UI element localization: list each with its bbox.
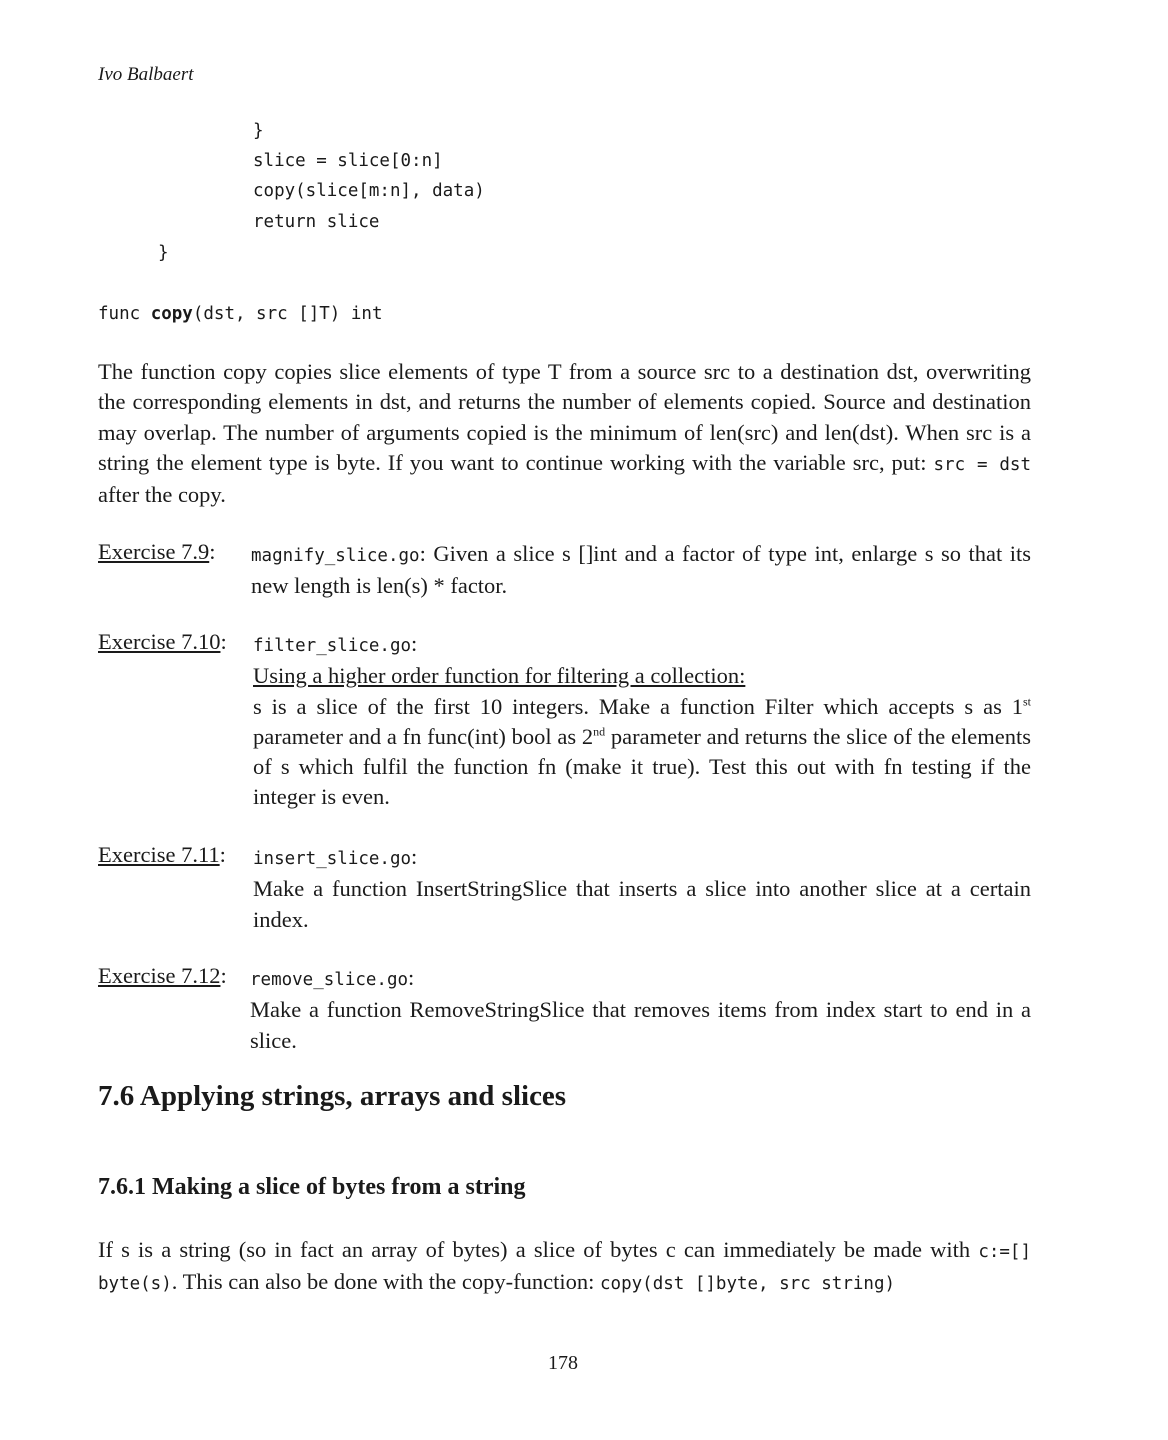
- exercise-filename: filter_slice.go: [253, 636, 412, 656]
- exercise-subtitle: Using a higher order function for filtering a collection:: [253, 663, 746, 689]
- exercise-filename: magnify_slice.go: [251, 546, 420, 566]
- page-number: 178: [548, 1352, 578, 1374]
- exercise-filename: remove_slice.go: [250, 970, 409, 990]
- inline-code: src = dst: [933, 454, 1031, 475]
- signature-params: (dst, src []T) int: [192, 304, 383, 324]
- bytes-paragraph: If s is a string (so in fact an array of bytes) a slice of bytes c can immediately be made with c:=[] byte(s). This can also be done with the copy-function: copy(dst []byte, src string): [98, 1237, 1031, 1295]
- exercise-label: Exercise 7.10:: [98, 629, 227, 654]
- signature-function-name: copy: [150, 304, 193, 324]
- exercise-label: Exercise 7.9:: [98, 539, 216, 564]
- paragraph-text: after the copy.: [98, 482, 226, 508]
- signature-keyword: func: [98, 304, 151, 324]
- exercise-body: [253, 842, 1031, 935]
- code-line: slice = slice[0:n]: [253, 151, 443, 171]
- section-heading: 7.6 Applying strings, arrays and slices: [98, 1080, 567, 1112]
- function-signature: [98, 299, 383, 329]
- exercise-body: [253, 629, 1031, 813]
- exercise-filename-line: filter_slice.go:: [253, 631, 418, 656]
- inline-code: copy(dst []byte, src string): [600, 1274, 896, 1295]
- exercise-filename-line: remove_slice.go:: [250, 965, 415, 990]
- code-line: }: [253, 121, 264, 141]
- inline-code: c:=[] byte(s): [98, 1242, 1031, 1295]
- copy-description-paragraph: [98, 357, 1031, 510]
- exercise-description: Make a function RemoveStringSlice that removes items from index start to end in a slice.: [250, 997, 1031, 1053]
- running-header-author: Ivo Balbaert: [98, 64, 194, 85]
- subsection-heading: 7.6.1 Making a slice of bytes from a string: [98, 1174, 526, 1200]
- code-line: copy(slice[m:n], data): [253, 181, 485, 201]
- code-line: return slice: [253, 212, 380, 232]
- exercise-description: Make a function InsertStringSlice that inserts a slice into another slice at a certain index.: [253, 876, 1031, 932]
- code-line: }: [158, 243, 169, 263]
- exercise-body: [250, 963, 1031, 1056]
- exercise-label: Exercise 7.11:: [98, 842, 226, 867]
- exercise-filename-line: insert_slice.go:: [253, 844, 418, 869]
- exercise-description: s is a slice of the first 10 integers. Make a function Filter which accepts s as 1st parameter and a fn func(int) bool as 2nd parameter and returns the slice of the elements of s which fulfil the function fn (make it true). Test this out with fn testing if the integer is even.: [253, 693, 1031, 810]
- exercise-label: Exercise 7.12:: [98, 963, 227, 988]
- exercise-body: [251, 539, 1031, 602]
- exercise-filename: insert_slice.go: [253, 849, 412, 869]
- exercise-description: : Given a slice s []int and a factor of type int, enlarge s so that its new length is len(s) * factor.: [251, 541, 1031, 599]
- paragraph-text: The function copy copies slice elements of type T from a source src to a destination dst, overwriting the corresponding elements in dst, and returns the number of elements copied. Source and destination may overlap. The number of arguments copied is the minimum of len(src) and len(dst). When src is a string the element type is byte. If you want to continue working with the variable src, put:: [98, 359, 1031, 475]
